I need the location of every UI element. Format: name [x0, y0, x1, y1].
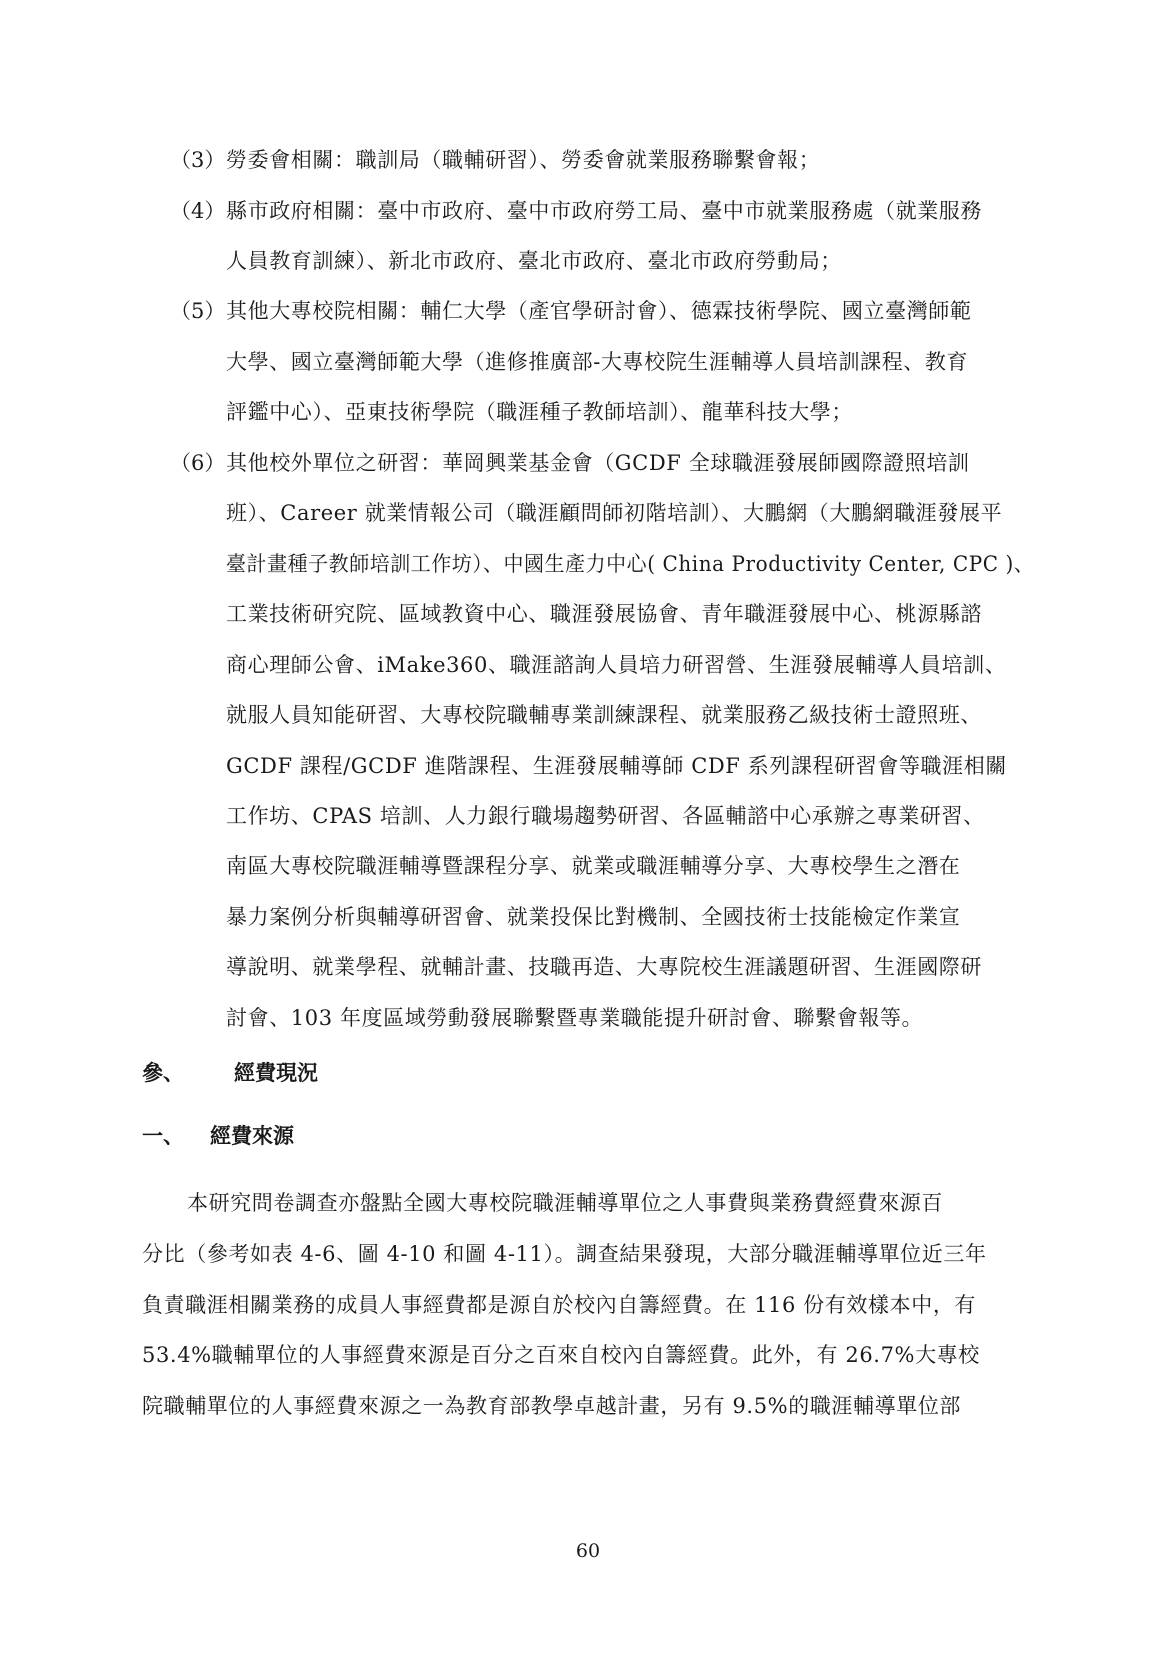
section-heading-title: 經費現況	[234, 1061, 318, 1085]
list-item-line: 暴力案例分析與輔導研習會、就業投保比對機制、全國技術士技能檢定作業宣	[226, 905, 961, 929]
paragraph-line: 負責職涯相關業務的成員人事經費都是源自於校內自籌經費。在 116 份有效樣本中，有	[142, 1293, 977, 1317]
paragraph-line: 分比（參考如表 4-6、圖 4-10 和圖 4-11）。調查結果發現，大部分職涯輔導單位近三年	[142, 1242, 987, 1266]
subsection-heading-number: 一、	[142, 1124, 184, 1148]
section-heading-number: 參、	[142, 1061, 184, 1085]
list-item-line: 導說明、就業學程、就輔計畫、技職再造、大專院校生涯議題研習、生涯國際研	[226, 955, 982, 979]
list-item-line: 工作坊、CPAS 培訓、人力銀行職場趨勢研習、各區輔諮中心承辦之專業研習、	[226, 804, 985, 828]
list-item-number: （5）	[170, 299, 226, 323]
paragraph-line: 53.4%職輔單位的人事經費來源是百分之百來自校內自籌經費。此外，有 26.7%大專校	[142, 1343, 980, 1367]
page-number: 60	[575, 1540, 601, 1562]
list-item-number: （3）	[170, 148, 226, 172]
list-item-line: 其他校外單位之研習：華岡興業基金會（GCDF 全球職涯發展師國際證照培訓	[226, 451, 970, 475]
list-item-line: 南區大專校院職涯輔導暨課程分享、就業或職涯輔導分享、大專校學生之潛在	[226, 854, 961, 878]
paragraph-line: 本研究問卷調查亦盤點全國大專校院職涯輔導單位之人事費與業務費經費來源百	[187, 1191, 943, 1215]
paragraph-line: 院職輔單位的人事經費來源之一為教育部教學卓越計畫，另有 9.5%的職涯輔導單位部	[142, 1394, 962, 1418]
list-item-line: 大學、國立臺灣師範大學（進修推廣部-大專校院生涯輔導人員培訓課程、教育	[226, 350, 969, 374]
list-item-line: GCDF 課程/GCDF 進階課程、生涯發展輔導師 CDF 系列課程研習會等職涯相關	[226, 754, 1007, 778]
list-item-line: 就服人員知能研習、大專校院職輔專業訓練課程、就業服務乙級技術士證照班、	[226, 703, 982, 727]
list-item-line: 縣市政府相關：臺中市政府、臺中市政府勞工局、臺中市就業服務處（就業服務	[226, 199, 982, 223]
list-item-line: 討會、103 年度區域勞動發展聯繫暨專業職能提升研討會、聯繫會報等。	[226, 1006, 924, 1030]
list-item-line: 商心理師公會、iMake360、職涯諮詢人員培力研習營、生涯發展輔導人員培訓、	[226, 653, 1007, 677]
list-item-line: 臺計畫種子教師培訓工作坊）、中國生產力中心( China Productivity Center, CPC )、	[226, 552, 1035, 576]
list-item-line: 其他大專校院相關：輔仁大學（產官學研討會）、德霖技術學院、國立臺灣師範	[226, 299, 972, 323]
list-item-line: 班）、Career 就業情報公司（職涯顧問師初階培訓）、大鵬網（大鵬網職涯發展平	[226, 501, 1003, 525]
list-item-line: 工業技術研究院、區域教資中心、職涯發展協會、青年職涯發展中心、桃源縣諮	[226, 602, 982, 626]
list-item-number: （4）	[170, 199, 226, 223]
list-item-line: 人員教育訓練）、新北市政府、臺北市政府、臺北市政府勞動局；	[226, 249, 842, 273]
subsection-heading-title: 經費來源	[210, 1124, 294, 1148]
list-item-number: （6）	[170, 451, 226, 475]
list-item-line: 評鑑中心）、亞東技術學院（職涯種子教師培訓）、龍華科技大學；	[226, 400, 853, 424]
list-item-line: 勞委會相關：職訓局（職輔研習）、勞委會就業服務聯繫會報；	[226, 148, 821, 172]
